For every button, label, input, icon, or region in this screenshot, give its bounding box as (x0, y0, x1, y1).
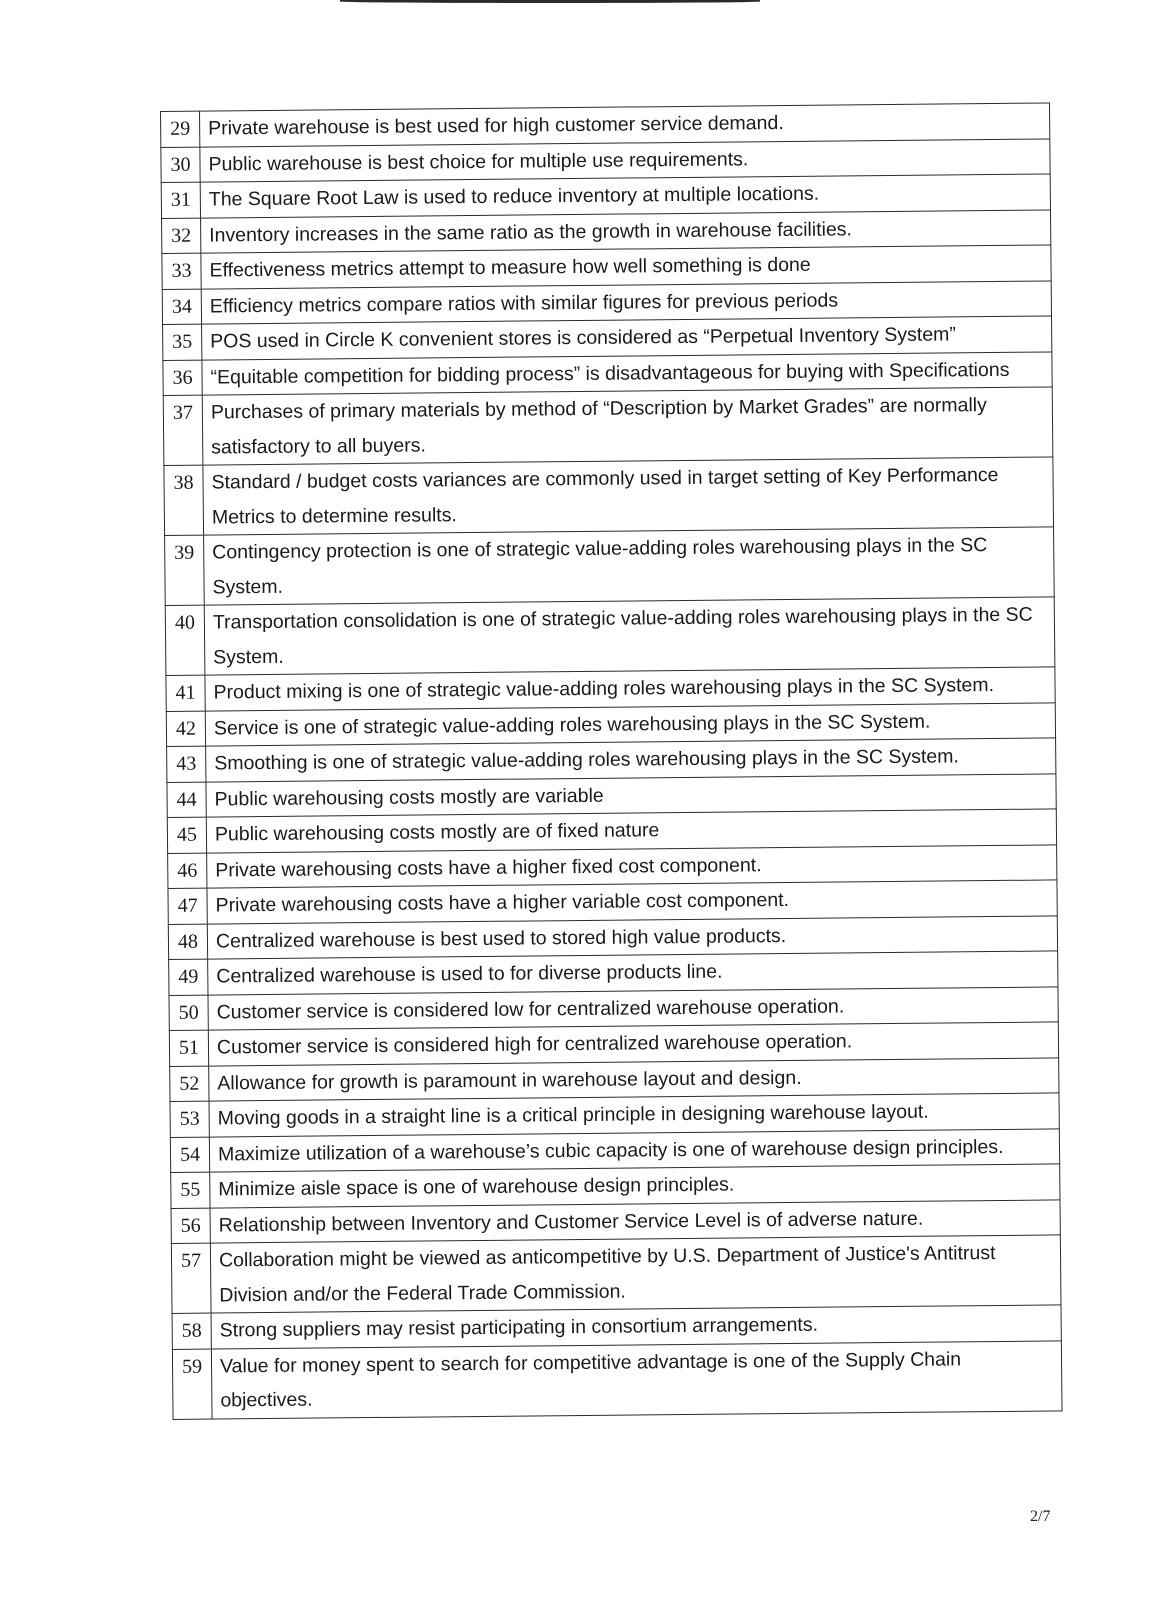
row-number: 41 (166, 675, 205, 711)
row-number: 35 (163, 324, 202, 360)
row-number: 52 (170, 1066, 209, 1102)
table-row (165, 527, 1055, 606)
row-statement: Customer service is considered low for centralized warehouse operation. (208, 986, 1058, 1030)
table-row (164, 457, 1054, 536)
page-number: 2/7 (1030, 1508, 1051, 1525)
row-number: 51 (169, 1030, 208, 1066)
row-statement: Private warehousing costs have a higher fixed cost component. (207, 844, 1057, 888)
row-statement: Minimize aisle space is one of warehouse design principles. (210, 1164, 1060, 1208)
statement-table (160, 102, 1063, 1419)
row-number: 54 (170, 1137, 209, 1173)
table-row (171, 1235, 1061, 1314)
row-number: 47 (168, 888, 207, 924)
row-number: 58 (172, 1313, 211, 1349)
row-statement: Collaboration might be viewed as anticompetitive by U.S. Department of Justice's Antitrust Division and/or the Federal Trade Commission. (210, 1235, 1061, 1313)
row-number: 37 (163, 395, 203, 465)
row-number: 39 (165, 535, 205, 605)
row-number: 33 (162, 253, 201, 289)
row-statement: “Equitable competition for bidding process” is disadvantageous for buying with Specifications (202, 351, 1052, 395)
row-number: 32 (162, 218, 201, 254)
row-number: 29 (161, 111, 200, 147)
row-statement: Product mixing is one of strategic value-adding roles warehousing plays in the SC System. (205, 667, 1055, 711)
row-number: 50 (169, 995, 208, 1031)
row-statement: Centralized warehouse is best used to stored high value products. (207, 915, 1057, 959)
row-statement: Allowance for growth is paramount in warehouse layout and design. (209, 1057, 1059, 1101)
statement-sheet (160, 102, 1063, 1419)
row-statement: Efficiency metrics compare ratios with similar figures for previous periods (201, 280, 1051, 324)
row-number: 36 (163, 360, 202, 396)
row-number: 38 (164, 465, 204, 535)
row-statement: Transportation consolidation is one of strategic value-adding roles warehousing plays in the SC System. (204, 597, 1055, 675)
row-number: 44 (167, 782, 206, 818)
page-top-edge (340, 0, 760, 3)
table-row (172, 1340, 1062, 1419)
row-number: 55 (171, 1172, 210, 1208)
row-number: 56 (171, 1208, 210, 1244)
row-statement: Private warehouse is best used for high customer service demand. (200, 103, 1050, 147)
row-statement: Maximize utilization of a warehouse’s cubic capacity is one of warehouse design principles. (209, 1128, 1059, 1172)
row-number: 46 (168, 853, 207, 889)
table-row (165, 597, 1055, 676)
row-statement: Standard / budget costs variances are commonly used in target setting of Key Performance Metrics to determine results. (203, 457, 1054, 535)
row-number: 40 (165, 605, 205, 675)
row-statement: Effectiveness metrics attempt to measure how well something is done (201, 245, 1051, 289)
row-number: 48 (168, 924, 207, 960)
row-statement: Purchases of primary materials by method of “Description by Market Grades” are normally satisfactory to all buyers. (202, 387, 1053, 465)
row-number: 45 (167, 817, 206, 853)
row-statement: Strong suppliers may resist participating in consortium arrangements. (211, 1305, 1061, 1349)
row-number: 57 (171, 1243, 211, 1313)
row-statement: Inventory increases in the same ratio as the growth in warehouse facilities. (201, 209, 1051, 253)
row-statement: Centralized warehouse is used to for diverse products line. (208, 951, 1058, 995)
row-statement: Public warehousing costs mostly are variable (206, 773, 1056, 817)
row-statement: Service is one of strategic value-adding roles warehousing plays in the SC System. (205, 702, 1055, 746)
row-number: 31 (161, 182, 200, 218)
row-number: 53 (170, 1101, 209, 1137)
row-number: 49 (169, 959, 208, 995)
row-statement: POS used in Circle K convenient stores is considered as “Perpetual Inventory System” (202, 316, 1052, 360)
statement-rows (161, 103, 1063, 1419)
row-statement: Moving goods in a straight line is a critical principle in designing warehouse layout. (209, 1093, 1059, 1137)
row-number: 34 (162, 289, 201, 325)
row-statement: Customer service is considered high for centralized warehouse operation. (208, 1022, 1058, 1066)
row-statement: The Square Root Law is used to reduce inventory at multiple locations. (200, 174, 1050, 218)
row-statement: Contingency protection is one of strategic value-adding roles warehousing plays in the SC System. (204, 527, 1055, 605)
row-statement: Public warehousing costs mostly are of fixed nature (206, 809, 1056, 853)
row-number: 59 (172, 1349, 212, 1419)
row-statement: Public warehouse is best choice for multiple use requirements. (200, 138, 1050, 182)
row-statement: Private warehousing costs have a higher variable cost component. (207, 880, 1057, 924)
row-statement: Relationship between Inventory and Customer Service Level is of adverse nature. (210, 1199, 1060, 1243)
row-statement: Value for money spent to search for competitive advantage is one of the Supply Chain objectives. (211, 1340, 1062, 1418)
row-number: 43 (167, 746, 206, 782)
table-row (163, 387, 1053, 466)
row-number: 30 (161, 147, 200, 183)
row-statement: Smoothing is one of strategic value-adding roles warehousing plays in the SC System. (206, 738, 1056, 782)
row-number: 42 (166, 711, 205, 747)
